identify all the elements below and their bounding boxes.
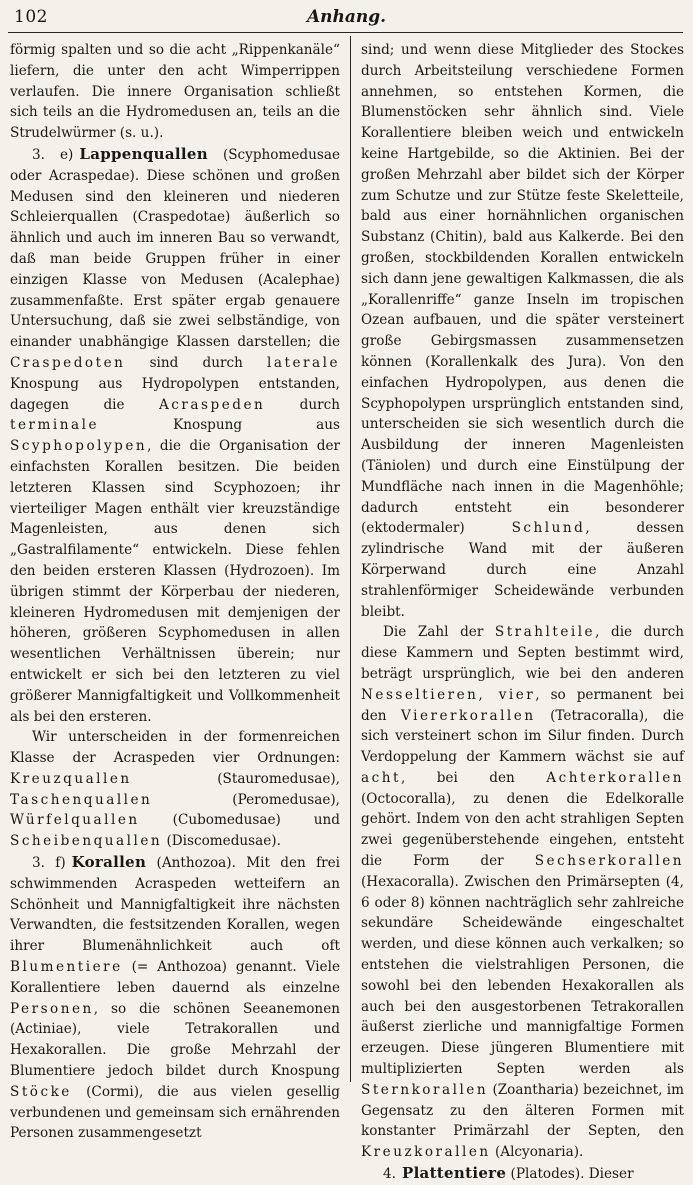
spaced-term: Stöcke — [10, 1083, 72, 1100]
spaced-term: Kreuzquallen — [10, 770, 132, 787]
section-plattentiere — [361, 1163, 684, 1185]
text-run: (Tetracoralla), die sich versteinert schon im Silur finden. Durch Verdoppelung der Kammern wächst sie auf — [361, 707, 684, 766]
section-term: Lappenquallen — [79, 144, 208, 163]
spaced-term: Schlund — [511, 520, 586, 537]
spaced-term: Taschenquallen — [10, 791, 153, 808]
header-rule — [8, 32, 683, 33]
text-run: (Hexacoralla). Zwischen den Primärsepten (4, 6 oder 8) können nachträglich sehr zahlreiche sekundäre Scheidewände eingeschaltet werden, und diese können auch verkalken; so entstehen die vielstrahligen Personen, die sowohl bei den lebenden Hexakorallen als auch bei den ausgestorbenen Tetrakorallen äußerst zierliche und mannigfaltige Formen erzeugen. Diese jüngeren Blumentiere mit multiplizierten Septen werden als — [361, 873, 684, 1078]
running-head — [10, 4, 683, 30]
spaced-term: Nesseltieren, vier — [361, 686, 536, 703]
section-text: (Scyphomedusae oder Acraspedae). Diese schönen und großen Medusen sind den kleineren und niederen Schleierquallen (Craspedotae) äußerlich so ähnlich und auch im inneren Bau so verwandt, daß man beide Gruppen früher in einer einzigen Klasse von Medusen (Acalephae) zusammenfaßte. Erst später ergab genauere Untersuchung, daß sie zwei selbständige, von einander unabhängige Klassen darstellen; die — [10, 146, 341, 351]
text-run: (Peromedusae), — [232, 791, 340, 808]
paragraph-orders — [10, 727, 340, 852]
spaced-term: Scheibenquallen — [10, 833, 163, 850]
text-run: , die die Organisation der einfachsten Korallen besitzen. Die beiden letzteren Klassen sind Scyphozoen; ihr vierteiliger Magen enthält vier kreuzständige Magenleisten, aus denen sich „Gastralfilamente“ entwickeln. Diese fehlen den beiden ersteren Klassen (Hydrozoen). Im übrigen stimmt der Körperbau der niederen, kleineren Hydromedusen mit demjenigen der höheren, größeren Scyphomedusen in allen wesentlichen Verhältnissen überein; nur entwickelt er sich bei den letzteren zu viel größerer Mannigfaltigkeit und Vollkommenheit als bei den ersteren. — [10, 438, 340, 725]
text-run: sind; und wenn diese Mitglieder des Stockes durch Arbeitsteilung verschiedene Formen annehmen, so entstehen Kormen, die Blumenstöcken sehr ähnlich sind. Viele Korallentiere bleiben weich und entwickeln keine Hartgebilde, so die Aktinien. Bei der großen Mehrzahl aber bildet sich der Körper zum Schutze und zur Stütze feste Skeletteile, bald aus einer hornähnlichen organischen Substanz (Chitin), bald aus Kalkerde. Bei den großen, stockbildenden Korallen entwickeln sich dann jene gewaltigen Kalkmassen, die als „Korallenriffe“ ganze Inseln im tropischen Ozean aufbauen, und die später versteinert große Gebirgsmassen zusammensetzen können (Korallenkalk des Jura). Von den einfachen Hydropolypen, aus denen die Scyphopolypen ursprünglich entstanden sind, unterscheiden sie sich wesentlich durch die Ausbildung der inneren Magenleisten (Täniolen) und durch eine Einstülpung der Mundfläche nach innen in die Magenhöhle; dadurch entsteht ein besonderer (ektodermaler) — [361, 42, 684, 537]
section-korallen — [10, 852, 340, 1144]
text-run: (Alcyonaria). — [494, 1144, 584, 1161]
spaced-term: Sternkorallen — [361, 1081, 489, 1098]
running-title: Anhang. — [306, 7, 387, 27]
section-term: Korallen — [71, 853, 147, 872]
spaced-term: Blumentiere — [10, 959, 123, 976]
text-run: (Cubomedusae) und — [172, 812, 340, 829]
paragraph-continued — [361, 40, 684, 622]
spaced-term: laterale — [267, 354, 340, 371]
spaced-term: Strahlteile — [494, 624, 596, 641]
text-run: sind durch — [149, 354, 243, 371]
text-run: , so permanent bei den — [361, 686, 685, 724]
section-number: 3. f) — [32, 855, 66, 872]
section-number: 3. e) — [32, 146, 74, 163]
text-run: durch — [299, 396, 340, 413]
left-column — [10, 40, 341, 1142]
text-run: , so die schönen Seeanemonen (Actiniae), viele Tetrakorallen und Hexakorallen. Die große Mehrzahl der Blumentiere jedoch bildet durch Knospung — [10, 1000, 340, 1080]
spaced-term: Scyphopolypen — [10, 438, 148, 455]
page-number: 102 — [14, 7, 48, 27]
text-run: (Cormi), die aus vielen gesellig verbundenen und gemeinsam sich ernährenden Personen zusammengesetzt — [10, 1083, 340, 1142]
text-run: (Platodes). Dieser — [510, 1166, 634, 1183]
text-run: , dessen zylindrische Wand mit der äußeren Körperwand durch eine Anzahl strahlenförmiger Scheidewände verbunden bleibt. — [361, 520, 685, 620]
text-run: , bei den — [400, 769, 515, 786]
text-run: (Stauromedusae), — [217, 770, 340, 787]
text-run: Wir unterscheiden in der formenreichen Klasse der Acraspeden vier Ordnungen: — [10, 729, 340, 767]
column-divider — [350, 36, 351, 1082]
text-run: (Anthozoa). Mit den frei schwimmenden Acraspeden wetteifern an Schönheit und Mannigfaltigkeit ihre nächsten Verwandten, die festsitzenden Korallen, wegen ihrer Blumenähnlichkeit auch oft — [10, 855, 340, 955]
spaced-term: Achterkorallen — [546, 769, 685, 786]
paragraph-strahlteile — [361, 622, 684, 1163]
text-run: Die Zahl der — [383, 624, 484, 641]
text-run: , die durch diese Kammern und Septen bestimmt wird, beträgt ursprünglich, wie bei den anderen — [361, 624, 684, 682]
spaced-term: Würfelquallen — [10, 812, 140, 829]
spaced-term: Personen — [10, 1000, 94, 1017]
spaced-term: Kreuzkorallen — [361, 1144, 491, 1161]
spaced-term: terminale — [10, 417, 99, 434]
text-run: (= Anthozoa) genannt. Viele Korallentiere leben dauernd als einzelne — [10, 959, 340, 996]
section-lappenquallen — [10, 144, 340, 727]
section-number: 4. — [383, 1166, 396, 1183]
spaced-term: Acraspeden — [158, 396, 266, 413]
text-run: (Zoantharia) bezeichnet, im Gegensatz zu den älteren Formen mit konstanter Primärzahl der Septen, den — [361, 1081, 684, 1140]
paragraph-continued: förmig spalten und so die acht „Rippenkanäle“ liefern, die unter den acht Wimperrippen verlaufen. Die innere Organisation schließt sich teils an die Hydromedusen an, teils an die Strudelwürmer (s. u.). — [10, 42, 340, 142]
text-run: (Discomedusae). — [166, 833, 281, 850]
right-column — [361, 40, 685, 1183]
text-run: Knospung aus Hydropolypen entstanden, dagegen die — [10, 375, 340, 413]
spaced-term: acht — [361, 769, 401, 786]
text-run: Knospung aus — [173, 417, 340, 434]
spaced-term: Viererkorallen — [401, 707, 536, 724]
spaced-term: Sechserkorallen — [534, 853, 684, 870]
spaced-term: Craspedoten — [10, 354, 126, 371]
section-term: Plattentiere — [401, 1164, 507, 1183]
text-run: (Octocoralla), zu denen die Edelkoralle gehört. Indem von den acht strahligen Septen zwei gegenüberstehende eingehen, entsteht die Form der — [361, 790, 684, 870]
